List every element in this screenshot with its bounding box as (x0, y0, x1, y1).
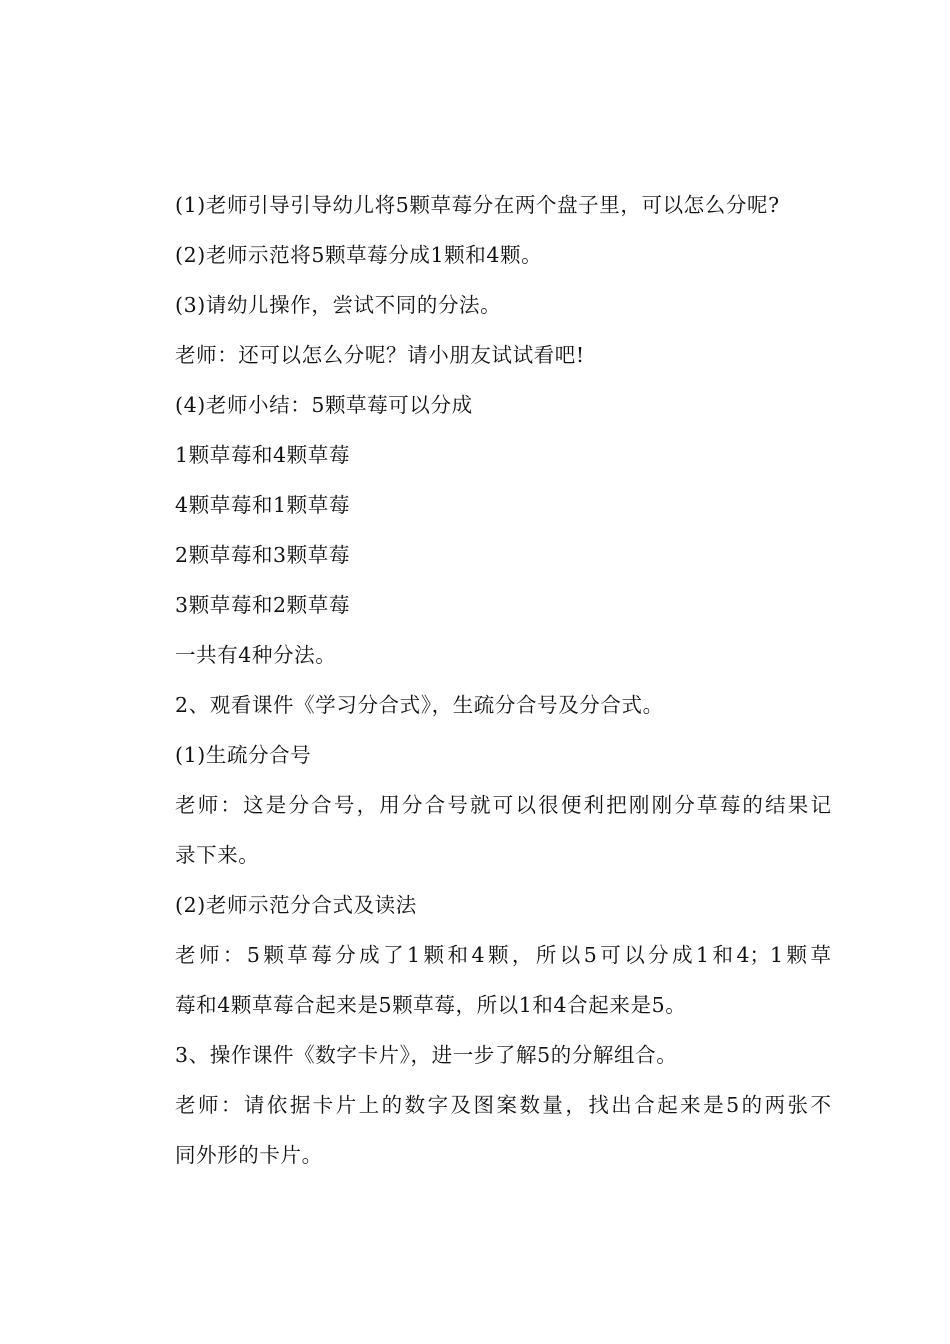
paragraph-line-5: (4)老师小结：5颗草莓可以分成 (175, 393, 473, 417)
paragraph-line-17: 莓和4颗草莓合起来是5颗草莓，所以1和4合起来是5。 (175, 993, 687, 1017)
list-item-2: 4颗草莓和1颗草莓 (175, 493, 350, 517)
paragraph-line-3: (3)请幼儿操作，尝试不同的分法。 (175, 293, 502, 317)
paragraph-line-1: (1)老师引导引导幼儿将5颗草莓分在两个盘子里，可以怎么分呢? (175, 193, 780, 217)
paragraph-line-4: 老师：还可以怎么分呢？请小朋友试试看吧! (175, 343, 585, 367)
paragraph-line-14: 录下来。 (175, 843, 260, 867)
list-item-3: 2颗草莓和3颗草莓 (175, 543, 350, 567)
paragraph-line-15: (2)老师示范分合式及读法 (175, 893, 417, 917)
paragraph-line-20: 同外形的卡片。 (175, 1143, 323, 1167)
paragraph-line-12: (1)生疏分合号 (175, 743, 312, 767)
paragraph-line-10: 一共有4种分法。 (175, 643, 337, 667)
section-heading-3: 3、操作课件《数字卡片》，进一步了解5的分解组合。 (175, 1043, 678, 1067)
paragraph-line-19: 老师：请依据卡片上的数字及图案数量，找出合起来是5的两张不 (175, 1093, 831, 1117)
paragraph-line-13: 老师：这是分合号，用分合号就可以很便利把刚刚分草莓的结果记 (175, 793, 831, 817)
paragraph-line-2: (2)老师示范将5颗草莓分成1颗和4颗。 (175, 243, 543, 267)
list-item-4: 3颗草莓和2颗草莓 (175, 593, 350, 617)
list-item-1: 1颗草莓和4颗草莓 (175, 443, 350, 467)
paragraph-line-16: 老师：5颗草莓分成了1颗和4颗，所以5可以分成1和4；1颗草 (175, 943, 831, 967)
section-heading-2: 2、观看课件《学习分合式》，生疏分合号及分合式。 (175, 693, 664, 717)
